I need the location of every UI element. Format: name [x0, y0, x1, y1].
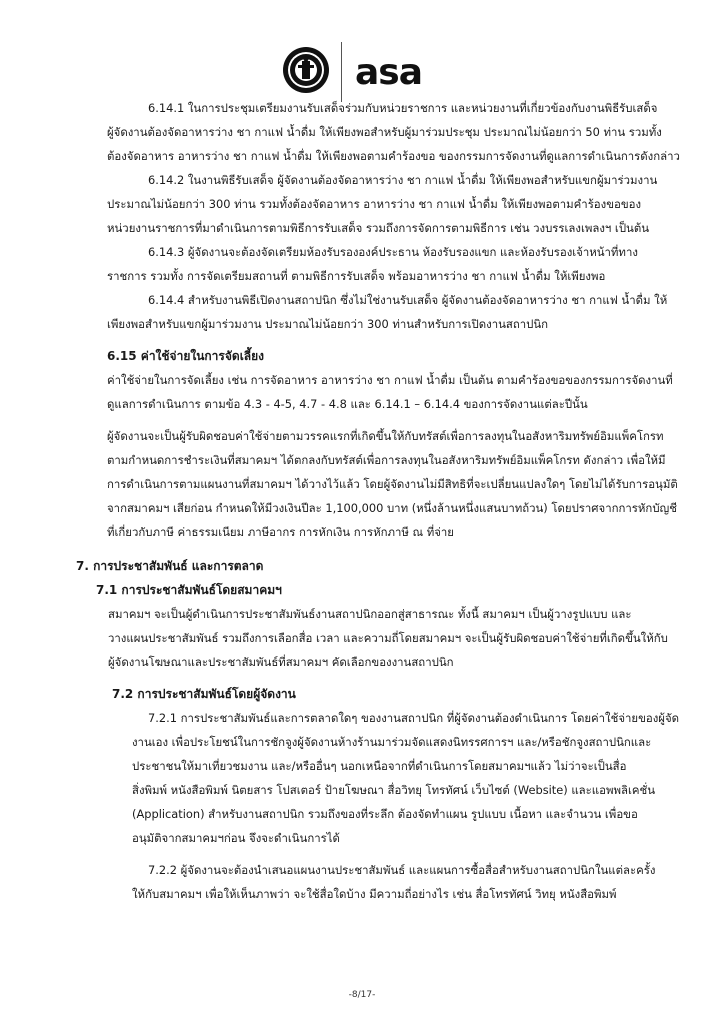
section-7-2-heading: 7.2 การประชาสัมพันธ์โดยผู้จัดงาน: [112, 687, 296, 701]
section-7-2-1-line-1: 7.2.1 การประชาสัมพันธ์และการตลาดใดๆ ของงานสถาปนิก ที่ผู้จัดงานต้องดำเนินการ โดยค่าใช้จ่ายของผู้จัด: [148, 711, 680, 725]
page-header: [0, 22, 724, 102]
paragraph-6-14-1-line-2: ผู้จัดงานต้องจัดอาหารว่าง ชา กาแฟ น้ำดื่ม ให้เพียงพอสำหรับผู้มาร่วมประชุม ประมาณไม่น้อยกว่า 50 ท่าน รวมทั้ง: [107, 125, 662, 139]
paragraph-6-14-4-line-2: เพียงพอสำหรับแขกผู้มาร่วมงาน ประมาณไม่น้อยกว่า 300 ท่านสำหรับการเปิดงานสถาปนิก: [107, 317, 549, 331]
paragraph-6-14-2-line-3: หน่วยงานราชการที่มาดำเนินการตามพิธีการรับเสด็จ รวมถึงการจัดการตามพิธีการ เช่น วงบรรเลงเพลงฯ เป็นต้น: [107, 221, 650, 235]
section-7-2-1-line-2: งานเอง เพื่อประโยชน์ในการชักจูงผู้จัดงานห้างร้านมาร่วมจัดแสดงนิทรรศการฯ และ/หรือชักจูงสถาปนิกและ: [132, 735, 652, 749]
section-6-15-para-1-line-2: ดูแลการดำเนินการ ตามข้อ 4.3 - 4-5, 4.7 - 4.8 และ 6.14.1 – 6.14.4 ของการจัดงานแต่ละปีนั้น: [107, 397, 588, 411]
section-7-2-2-line-2: ให้กับสมาคมฯ เพื่อให้เห็นภาพว่า จะใช้สื่อใดบ้าง มีความถี่อย่างไร เช่น สื่อโทรทัศน์ วิทยุ หนังสือพิมพ์: [132, 887, 617, 901]
paragraph-6-14-4-line-1: 6.14.4 สำหรับงานพิธีเปิดงานสถาปนิก ซึ่งไม่ใช่งานรับเสด็จ ผู้จัดงานต้องจัดอาหารว่าง ชา กาแฟ น้ำดื่ม ให้: [148, 293, 668, 307]
section-6-15-para-2-line-2: ตามกำหนดการชำระเงินที่สมาคมฯ ได้ตกลงกับทรัสต์เพื่อการลงทุนในอสังหาริมทรัพย์อิมแพ็คโกรท ดังกล่าว เพื่อให้มี: [107, 453, 666, 467]
paragraph-6-14-1-line-3: ต้องจัดอาหาร อาหารว่าง ชา กาแฟ น้ำดื่ม ให้เพียงพอตามคำร้องขอ ของกรรมการจัดงานที่ดูแลการดำเนินการดังกล่าว: [107, 149, 680, 163]
header-divider: [341, 42, 342, 102]
section-6-15-para-2-line-1: ผู้จัดงานจะเป็นผู้รับผิดชอบค่าใช้จ่ายตามวรรคแรกที่เกิดขึ้นให้กับทรัสต์เพื่อการลงทุนในอสังหาริมทรัพย์อิมแพ็คโกรท: [107, 429, 664, 443]
section-7-1-heading: 7.1 การประชาสัมพันธ์โดยสมาคมฯ: [96, 583, 282, 597]
section-7-1-line-1: สมาคมฯ จะเป็นผู้ดำเนินการประชาสัมพันธ์งานสถาปนิกออกสู่สาธารณะ ทั้งนี้ สมาคมฯ เป็นผู้วางรูปแบบ และ: [108, 607, 632, 621]
document-body: [0, 96, 724, 906]
paragraph-6-14-3-line-2: ราชการ รวมทั้ง การจัดเตรียมสถานที่ ตามพิธีการรับเสด็จ พร้อมอาหารว่าง ชา กาแฟ น้ำดื่ม ให้เพียงพอ: [107, 269, 606, 283]
paragraph-6-14-3-line-1: 6.14.3 ผู้จัดงานจะต้องจัดเตรียมห้องรับรององค์ประธาน ห้องรับรองแขก และห้องรับรองเจ้าหน้าที่ทาง: [148, 245, 638, 259]
section-7-1-line-3: ผู้จัดงานโฆษณาและประชาสัมพันธ์ที่สมาคมฯ คัดเลือกของงานสถาปนิก: [108, 655, 454, 669]
page-number: -8/17-: [348, 990, 376, 1000]
asa-logo: [355, 50, 435, 94]
association-seal-icon: [282, 46, 330, 94]
section-6-15-heading: 6.15 ค่าใช้จ่ายในการจัดเลี้ยง: [107, 349, 265, 363]
section-7-2-2-line-1: 7.2.2 ผู้จัดงานจะต้องนำเสนอแผนงานประชาสัมพันธ์ และแผนการซื้อสื่อสำหรับงานสถาปนิกในแต่ละครั้ง: [148, 863, 656, 877]
section-7-2-1-line-5: (Application) สำหรับงานสถาปนิก รวมถึงของที่ระลึก ต้องจัดทำแผน รูปแบบ เนื้อหา และจำนวน เพื่อขอ: [132, 807, 638, 821]
paragraph-6-14-2-line-2: ประมาณไม่น้อยกว่า 300 ท่าน รวมทั้งต้องจัดอาหาร อาหารว่าง ชา กาแฟ น้ำดื่ม ให้เพียงพอตามคำร้องขอของ: [107, 197, 642, 211]
section-7-2-1-line-6: อนุมัติจากสมาคมฯก่อน จึงจะดำเนินการได้: [132, 831, 340, 845]
section-6-15-para-2-line-4: จากสมาคมฯ เสียก่อน กำหนดให้มีวงเงินปีละ 1,100,000 บาท (หนึ่งล้านหนึ่งแสนบาทถ้วน) โดยปราศจากการหักบัญชี: [107, 501, 677, 515]
section-7-heading: 7. การประชาสัมพันธ์ และการตลาด: [76, 559, 264, 573]
paragraph-6-14-2-line-1: 6.14.2 ในงานพิธีรับเสด็จ ผู้จัดงานต้องจัดอาหารว่าง ชา กาแฟ น้ำดื่ม ให้เพียงพอสำหรับแขกผู้มาร่วมงาน: [148, 173, 658, 187]
section-6-15-para-2-line-5: ที่เกี่ยวกับภาษี ค่าธรรมเนียม ภาษีอากร การหักเงิน การหักภาษี ณ ที่จ่าย: [107, 525, 454, 539]
section-7-1-line-2: วางแผนประชาสัมพันธ์ รวมถึงการเลือกสื่อ เวลา และความถี่โดยสมาคมฯ จะเป็นผู้รับผิดชอบค่าใช้จ่ายที่เกิดขึ้นให้กับ: [108, 631, 668, 645]
section-6-15-para-1-line-1: ค่าใช้จ่ายในการจัดเลี้ยง เช่น การจัดอาหาร อาหารว่าง ชา กาแฟ น้ำดื่ม เป็นต้น ตามคำร้องขอของกรรมการจัดงานที่: [107, 373, 673, 387]
section-6-15-para-2-line-3: การดำเนินการตามแผนงานที่สมาคมฯ ได้วางไว้แล้ว โดยผู้จัดงานไม่มีสิทธิที่จะเปลี่ยนแปลงใดๆ โดยไม่ได้รับการอนุมัติ: [107, 477, 678, 491]
section-7-2-1-line-4: สิ่งพิมพ์ หนังสือพิมพ์ นิตยสาร โปสเตอร์ ป้ายโฆษณา สื่อวิทยุ โทรทัศน์ เว็บไซต์ (Website) และแอพพลิเคชั่น: [132, 783, 655, 797]
svg-text:asa: asa: [355, 52, 423, 93]
paragraph-6-14-1-line-1: 6.14.1 ในการประชุมเตรียมงานรับเสด็จร่วมกับหน่วยราชการ และหน่วยงานที่เกี่ยวข้องกับงานพิธีรับเสด็จ: [148, 101, 658, 115]
section-7-2-1-line-3: ประชาชนให้มาเที่ยวชมงาน และ/หรืออื่นๆ นอกเหนือจากที่ดำเนินการโดยสมาคมฯแล้ว ไม่ว่าจะเป็นสื่อ: [132, 759, 627, 773]
